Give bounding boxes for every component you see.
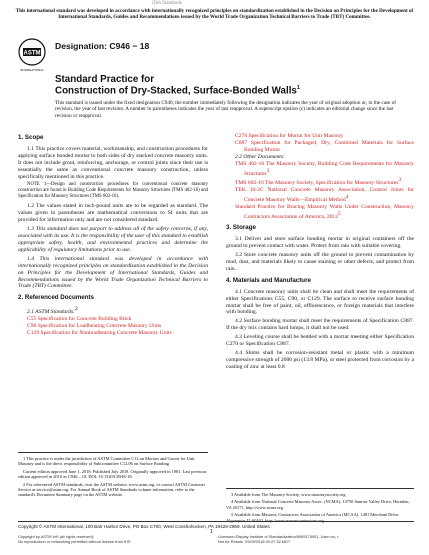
footnote: 3 Available from The Masonry Society, www.masonrysociety.org [231, 492, 346, 497]
paragraph-3-2: 3.2 Store concrete masonry units off the ground to prevent contamination by mud, dust, and materials likely to cause staining or other defects, and protect from rain. [226, 252, 414, 272]
section-heading-materials: 4. Materials and Manufacture [226, 276, 311, 284]
designation: Designation: C946 − 18 [55, 41, 150, 51]
other-doc-link[interactable]: Standard Practice for Bracing Masonry Walls Under Construction, Masonry Contractors Association of America, 20125 [235, 203, 414, 220]
title-footnote-ref[interactable]: 1 [296, 85, 300, 91]
license-line: Copyright by ASTM Int'l (all rights reserved); [18, 534, 94, 539]
watermark: iTeh Standards [152, 1, 182, 6]
ref-link[interactable]: C887 Specification for Packaged, Dry, Combined Materials for Surface Bonding Mortar [235, 139, 414, 153]
issuance-note: This standard is issued under the fixed designation C946; the number immediately following the designation indicates the year of original adoption or, in the case of revision, the year of last revision. A number in parentheses indicates the year of last reapproval. A superscript epsilon (ε) indicates an editorial change since the last revision or reapproval. [55, 100, 396, 119]
license-line: No reproduction or networking permitted without license from IHS [18, 538, 131, 544]
license-line: Not for Resale, 09/09/2018 00:27:32 MDT [218, 538, 291, 544]
paragraph-1-3: 1.3 This standard does not purport to address all of the safety concerns, if any, associated with its use. It is the responsibility of the user of this standard to establish appropriate safety, health, and environmental practices and determine the applicability of regulatory limitations prior to use. [18, 226, 208, 253]
footnote: Current edition approved June 1, 2018. Published July 2018. Originally approved in 1981. Last previous edition approved in 2010 as C946 – 10. DOI: 10.1520/C0946-18. [18, 468, 207, 480]
footnote: 4 Available from National Concrete Masonry Assoc. (NCMA), 13750 Sunrise Valley Drive, Herndon, VA 20171, http://www.ncma.org [226, 499, 410, 510]
astm-standards-label: 2.1 ASTM Standards: [27, 309, 76, 316]
other-doc-link[interactable]: TEK 10-2C National Concrete Masonry Association, Control Joints for Concrete Masonry Walls—Empirical Method4 [235, 187, 414, 203]
footnote: 2 For referenced ASTM standards, visit the ASTM website, www.astm.org, or contact ASTM Customer Service at service@astm.org. For Annual Book of ASTM Standards volume information, refer to the standard's Document Summary page on the ASTM website. [18, 481, 206, 498]
page-title [55, 85, 300, 96]
section-heading-referenced-documents: 2. Referenced Documents [18, 294, 94, 302]
copyright-footer: Copyright © ASTM International, 100 Barr Harbor Drive, PO Box C700, West Conshohocken, PA 19428-2959. United States [18, 521, 414, 529]
page-number: 1 [210, 529, 213, 535]
ref-link[interactable]: C55 Specification for Concrete Building Brick [27, 315, 132, 322]
paragraph-1-1: 1.1 This practice covers material, workmanship, and construction procedures for applying surface bonded mortar to both sides of dry stacked concrete masonry units. It does not include grout, reinforcing, anchorage, or control joints since their use is essentially the same as conventional concrete masonry construction, unless specifically mentioned in this practice. [18, 145, 208, 180]
note-1: NOTE 1—Design and construction procedures for conventional concrete masonry construction are found in Building Code Requirements for Masonry Structures (TMS 402-16) and Specification for Masonry Structures (TMS 602-16). [18, 182, 208, 200]
paragraph-1-2: 1.2 The values stated in inch-pound units are to be regarded as standard. The values given in parentheses are mathematical conversions to SI units that are provided for information only and are not considered standard. [18, 203, 208, 224]
footnote: 1 This practice is under the jurisdiction of ASTM Committee C12 on Mortars and Grouts for Unit Masonry and is the direct responsibility of Subcommittee C12.06 on Surface Bonding. [18, 456, 195, 467]
ref-link[interactable]: C129 Specification for Nonloadbearing Concrete Masonry Units [27, 329, 172, 336]
section-heading-scope: 1. Scope [18, 134, 44, 141]
left-column [18, 133, 208, 337]
right-column [226, 133, 414, 373]
section-heading-storage: 3. Storage [226, 224, 256, 232]
license-stamp [18, 535, 414, 544]
other-doc-link[interactable]: TMS 602-16 The Masonry Society, Specification for Masonry Structures3 [235, 177, 402, 187]
paragraph-4-2: 4.2 Surface bonding mortar shall meet the requirements of Specification C887. If the dry mix contains hard lumps, it shall not be used. [226, 318, 414, 332]
paragraph-1-4: 1.4 This international standard was developed in accordance with internationally recognized principles on standardization established in the Decision on Principles for the Development of International Standards, Guides and Recommendations issued by the World Trade Organization Technical Barriers to Trade (TBT) Committee. [18, 255, 208, 290]
paragraph-4-3: 4.3 Leveling course shall be bedded with a mortar meeting either Specification C270 or Specification C887. [226, 334, 414, 348]
title-text: Construction of Dry-Stacked, Surface-Bonded Walls [55, 85, 297, 97]
footnotes-left [18, 452, 208, 500]
footnotes-right [226, 488, 414, 525]
ref-link[interactable]: C270 Specification for Mortar for Unit Masonry [235, 133, 344, 139]
other-doc-link[interactable]: TMS 402-16 The Masonry Society, Building Code Requirements for Masonry Structures3 [235, 160, 414, 177]
paragraph-3-1: 3.1 Deliver and store surface bonding mortar in original containers off the ground to prevent contact with water. Protect from rain with suitable covering. [226, 236, 414, 250]
paragraph-4-1: 4.1 Concrete masonry units shall be clean and shall meet the requirements of either Specifications C55, C90, or C129. The surface to receive surface bonding mortar shall be free of paint, oil, efflorescence, or foreign materials that interfere with bonding. [226, 288, 414, 316]
paragraph-2-1 [18, 306, 208, 316]
paragraph-2-2: 2.2 Other Documents: [235, 153, 285, 160]
paragraph-4-4: 4.4 Shims shall be corrosion-resistant metal or plastic with a minimum compressive strength of 2000 psi (13.8 MPa), or steel protected from corrosion by a coating of zinc at least 0.8 [226, 350, 414, 370]
svg-text:ASTM: ASTM [23, 50, 41, 57]
ref-link[interactable]: C90 Specification for Loadbearing Concrete Masonry Units [27, 322, 162, 329]
standards-notice: This international standard was developed in accordance with internationally recognized principles on standardization established in the Decision on Principles for the Development of International Standards, Guides and Recommendations issued by the World Trade Organization Technical Barriers to Trade (TBT) Committee. [15, 8, 414, 21]
license-line: Licensee=Display Institute of Standardization/5959175001, User=co, r [218, 534, 339, 539]
footnote: 5 Available from Masonry Contractors Association of America (MCAA), 1481 Merchant Drive, Algonquin, IL 60102, http://www.masoncontractors.org. [226, 512, 400, 523]
svg-text:INTERNATIONAL: INTERNATIONAL [20, 68, 44, 72]
title-line-1: Standard Practice for [55, 74, 155, 85]
astm-logo-icon [17, 37, 47, 75]
footnote-ref-2[interactable]: 2 [75, 306, 78, 313]
